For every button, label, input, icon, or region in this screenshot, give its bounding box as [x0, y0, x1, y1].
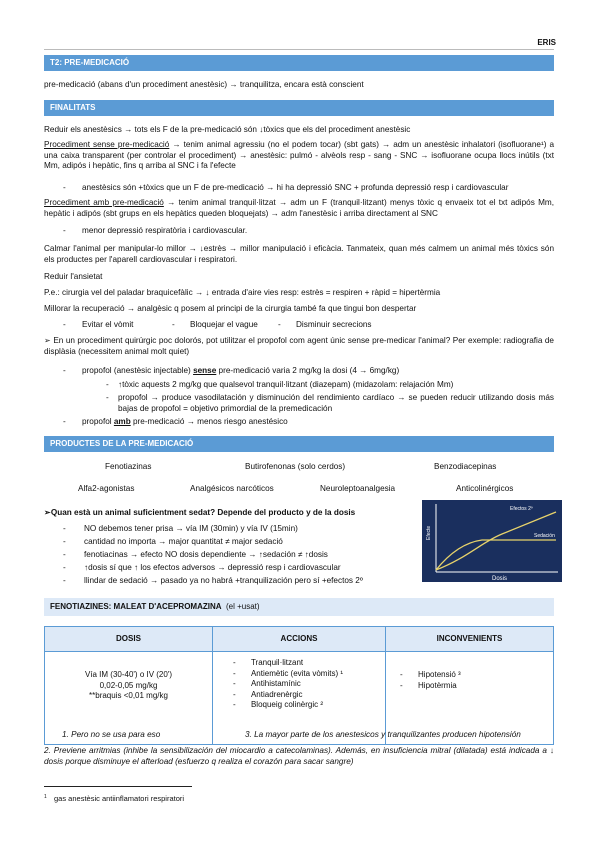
- col-header-dosis: DOSIS: [45, 627, 213, 652]
- bullet-vasodilatacion: propofol → produce vasodilatación y disminución del rendimiento cardíaco → se pueden reducir utilizando dosis más bajas de propofol = objetivo primordial de la premedicación: [118, 393, 554, 413]
- bullet-dash: -: [63, 576, 66, 585]
- underlined-term: Procediment sense pre-medicació: [44, 140, 170, 149]
- fenotiazines-title: FENOTIAZINES: MALEAT D'ACEPROMAZINA: [50, 602, 222, 611]
- bullet-toxic: ↑tòxic aquests 2 mg/kg que qualsevol tranquil·litzant (diazepam) (midazolam: relajación Mm): [118, 380, 454, 389]
- list-item: - Antiemètic (evita vòmits) ¹: [232, 668, 343, 678]
- finalitat-recuperacio: Millorar la recuperació → analgèsic q posem al principi de la cirurgia també fa que tingui bon despertar: [44, 304, 417, 313]
- list-item: - Hipotèrmia: [400, 680, 457, 690]
- product-anticolinergicos: Anticolinérgicos: [456, 484, 514, 493]
- note-2: 2. Previene arritmias (inhibe la sensibilización del miocardio a catecolaminas). Además, en insuficiencia mitral (dilatada) está indicada a ↓ dosis porque disminuye el afterload (esfuerzo q realiza el corazón para sacar sangre): [44, 746, 554, 766]
- bullet-dash: -: [63, 417, 66, 426]
- header-rule: [44, 49, 554, 50]
- section-title-productes: PRODUCTES DE LA PRE-MEDICACIÓ: [44, 436, 554, 452]
- list-item: - Antiadrenèrgic: [232, 689, 303, 699]
- bullet-dash: -: [63, 226, 66, 235]
- accio-label: Antiemètic (evita vòmits) ¹: [250, 668, 343, 678]
- bullet-item: cantidad no importa → major quantitat ≠ major sedació: [84, 537, 283, 546]
- col-header-accions: ACCIONS: [212, 627, 385, 652]
- product-analgesicos: Analgésicos narcóticos: [190, 484, 274, 493]
- section-title-fenotiazines: [44, 598, 554, 616]
- bullet-evitar-vomit: Evitar el vòmit: [82, 320, 134, 329]
- bullet-part: pre-medicació → menos riesgo anestésico: [130, 417, 288, 426]
- graph-y-label: Efecte: [426, 525, 432, 540]
- paragraph-sense-premedicacio: [44, 140, 554, 172]
- inconvenient-label: Hipotensió ³: [418, 670, 461, 679]
- bullet-part: pre-medicació varia 2 mg/kg la dosi (4 → 6mg/kg): [216, 366, 400, 375]
- bullet-part: propofol (anestèsic injectable): [82, 366, 194, 375]
- list-item: - Hipotensió ³: [400, 670, 461, 679]
- inconvenient-label: Hipotèrmia: [418, 680, 457, 690]
- table-header-row: [45, 627, 554, 652]
- bullet-part: propofol: [82, 417, 114, 426]
- finalitat-reduir-anestesics: Reduir els anestèsics → tots els F de la pre-medicació són ↓tòxics que els del procediment anestèsic: [44, 125, 411, 134]
- curve2-label: Sedación: [534, 533, 555, 539]
- curve1-label: Efectos 2º: [510, 506, 533, 512]
- question-propofol: ➢ En un procediment quirúrgic poc dolorós, pot utilitzar el propofol com agent únic sense pre-medicar l'animal? Per exemple: radiografia de displàsia (necessitem animal molt quiet): [44, 336, 554, 356]
- bullet-dash: -: [63, 550, 66, 559]
- product-fenotiazinas: Fenotiazinas: [105, 462, 152, 471]
- graph-background: [422, 500, 562, 582]
- bullet-dash: -: [106, 380, 109, 389]
- accio-label: Antiadrenèrgic: [250, 689, 303, 699]
- dosis-line: **braquis <0,01 mg/kg: [89, 691, 168, 701]
- section-title-premedicacio: T2: PRE-MEDICACIÓ: [44, 55, 554, 71]
- bullet-item: ↑dosis sí que ↑ los efectos adversos → depressió resp i cardiovascular: [84, 563, 341, 572]
- list-item: - Bloqueig colinèrgic ²: [232, 700, 324, 710]
- bullet-dash: -: [63, 524, 66, 533]
- paragraph-amb-premedicacio: [44, 198, 554, 219]
- bullet-dash: -: [63, 320, 66, 329]
- bullet-item: llindar de sedació → pasado ya no habrá +tranquilización pero sí +efectos 2º: [84, 576, 363, 585]
- bullet-propofol-sense: [82, 366, 399, 377]
- bullet-dash: -: [63, 183, 66, 192]
- underlined-term: Procediment amb pre-medicació: [44, 198, 164, 207]
- product-benzodiacepinas: Benzodiacepinas: [434, 462, 497, 471]
- example-braquicefalic: P.e.: cirurgia vel del paladar braquicefàlic → ↓ entrada d'aire vies resp: estrès = respiren + ràpid = hipertèrmia: [44, 288, 441, 297]
- fenotiazines-note: (el +usat): [225, 602, 260, 611]
- bullet-text: anestèsics són +tòxics que un F de pre-medicació → hi ha depressió SNC + profunda depressió resp i cardiovascular: [82, 183, 509, 192]
- bullet-dash: -: [63, 537, 66, 546]
- bullet-dash: -: [278, 320, 281, 329]
- product-neuroleptoanalgesia: Neuroleptoanalgesia: [320, 484, 396, 493]
- accio-label: Antihistamínic: [250, 679, 301, 689]
- header-label: ERIS: [537, 38, 556, 47]
- bullet-dash: -: [172, 320, 175, 329]
- bullet-dash: -: [63, 563, 66, 572]
- intro-text: pre-medicació (abans d'un procediment anestèsic) → tranquilitza, encara està conscient: [44, 80, 364, 89]
- bullet-dash: -: [106, 393, 109, 402]
- note-1: 1. Pero no se usa para eso: [62, 730, 161, 739]
- note-3: 3. La mayor parte de los anestesicos y tranquilizantes producen hipotensión: [245, 730, 521, 739]
- list-item: - Tranquil·litzant: [232, 658, 304, 667]
- finalitat-ansietat: Reduir l'ansietat: [44, 272, 103, 281]
- question-sedat: ➢Quan està un animal suficientment sedat? Depende del producto y de la dosis: [44, 508, 356, 517]
- graph-x-label: Dosis: [492, 576, 508, 582]
- bullet-disminuir-secrecions: Disminuir secrecions: [296, 320, 372, 329]
- fenotiazines-table: [44, 626, 554, 745]
- bullet-item: NO debemos tener prisa → vía IM (30min) y vía IV (15min): [84, 524, 298, 533]
- accio-label: Tranquil·litzant: [250, 658, 304, 667]
- paragraph-calmar: Calmar l'animal per manipular-lo millor → ↓estrès → millor manipulació i eficàcia. Tanmateix, quan més calmem un animal més tòxics són els productes per l'aparell cardiovascular i respiratori.: [44, 244, 554, 264]
- dosis-line: Vía IM (30-40') o IV (20'): [84, 670, 173, 679]
- bullet-item: fenotiacinas → efecto NO dosis dependiente → ↑sedación ≠ ↑dosis: [84, 550, 328, 559]
- bullet-bloquejar-vague: Bloquejar el vague: [190, 320, 258, 329]
- accio-label: Bloqueig colinèrgic ²: [250, 700, 324, 710]
- dosis-line: 0,02-0,05 mg/kg: [99, 680, 158, 690]
- paragraph-body: → tenim animal agressiu (no el podem tocar) (sbt gats) → adm un anestèsic inhalatori (isofluorane¹) a una caixa transparent (per controlar el procediment) → anestèsic: pulmó - alvèols resp - sang - SNC → isofluorane ocupa llocs inútils (txt Mm, adipós i hepàtic, fins q arriba al SNC i fa l'efecte: [44, 140, 555, 171]
- paragraph-body: → tenim animal tranquil·litzat → adm un F (tranquil·litzant) menys tòxic q envaeix tot el txt adipós Mm, hepàtic i adipós (sbt grups en els hepàtics queden bloquejats) → adm l'anestèsic i arriba directament al SNC: [44, 198, 555, 218]
- dose-effect-graph: [422, 500, 562, 582]
- col-header-inconvenients: INCONVENIENTS: [386, 627, 554, 652]
- section-title-finalitats: FINALITATS: [44, 100, 554, 116]
- footnote-text: gas anestèsic antiinflamatori respiratori: [54, 794, 185, 803]
- footnote-mark: 1: [44, 794, 47, 800]
- list-item: - Antihistamínic: [232, 679, 301, 689]
- bullet-dash: -: [63, 366, 66, 375]
- underlined-term: amb: [113, 417, 131, 426]
- underlined-term: sense: [193, 366, 217, 375]
- bullet-text: menor depressió respiratòria i cardiovascular.: [82, 226, 248, 235]
- bullet-propofol-amb: [82, 417, 288, 428]
- footnote-rule: [44, 786, 192, 787]
- product-butirofenonas: Butirofenonas (solo cerdos): [245, 462, 346, 471]
- product-alfa2: Alfa2-agonistas: [78, 484, 135, 493]
